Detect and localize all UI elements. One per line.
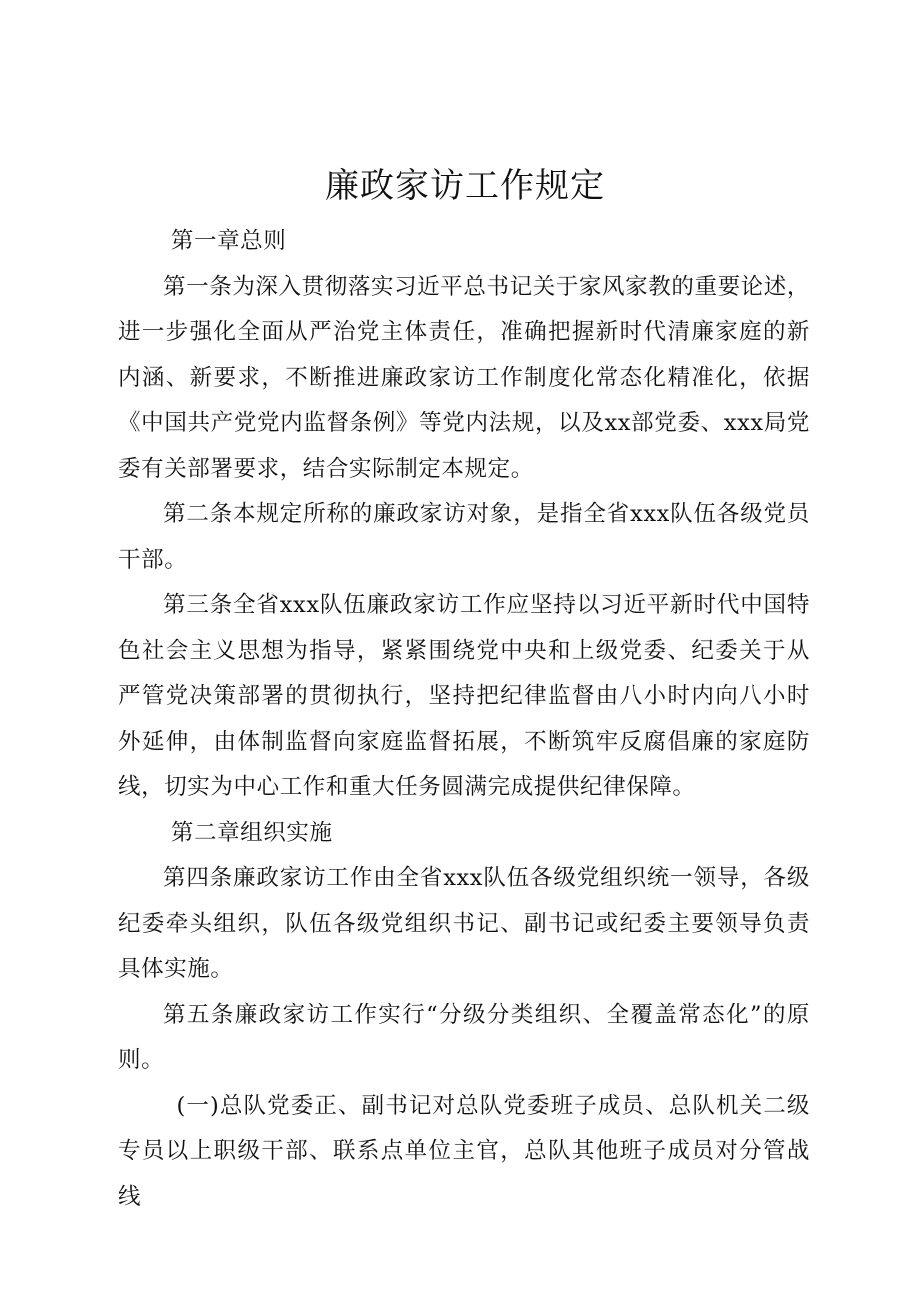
article-paragraph: 第五条廉政家访工作实行“分级分类组织、全覆盖常态化”的原则。 bbox=[118, 1001, 810, 1073]
list-item: (一)总队党委正、副书记对总队党委班子成员、总队机关二级专员以上职级干部、联系点单位主官，总队其他班子成员对分管战线 bbox=[118, 1092, 810, 1210]
chapter-heading: 第二章组织实施 bbox=[170, 819, 333, 846]
chapter-heading: 第一章总则 bbox=[170, 228, 287, 254]
document-body bbox=[118, 219, 810, 1220]
article-paragraph: 第二条本规定所称的廉政家访对象，是指全省xxx队伍各级党员干部。 bbox=[118, 501, 810, 573]
article-paragraph: 第三条全省xxx队伍廉政家访工作应坚持以习近平新时代中国特色社会主义思想为指导，紧紧围绕党中央和上级党委、纪委关于从严管党决策部署的贯彻执行，坚持把纪律监督由八小时内向八小时外延伸，由体制监督向家庭监督拓展，不断筑牢反腐倡廉的家庭防线，切实为中心工作和重大任务圆满完成提供纪律保障。 bbox=[118, 592, 810, 800]
article-paragraph: 第四条廉政家访工作由全省xxx队伍各级党组织统一领导，各级纪委牵头组织，队伍各级党组织书记、副书记或纪委主要领导负责具体实施。 bbox=[118, 865, 810, 982]
article-paragraph: 第一条为深入贯彻落实习近平总书记关于家风家教的重要论述，进一步强化全面从严治党主体责任，准确把握新时代清廉家庭的新内涵、新要求，不断推进廉政家访工作制度化常态化精准化，依据《中国共产党党内监督条例》等党内法规，以及xx部党委、xxx局党委有关部署要求，结合实际制定本规定。 bbox=[118, 273, 810, 482]
page-title: 廉政家访工作规定 bbox=[325, 166, 605, 206]
